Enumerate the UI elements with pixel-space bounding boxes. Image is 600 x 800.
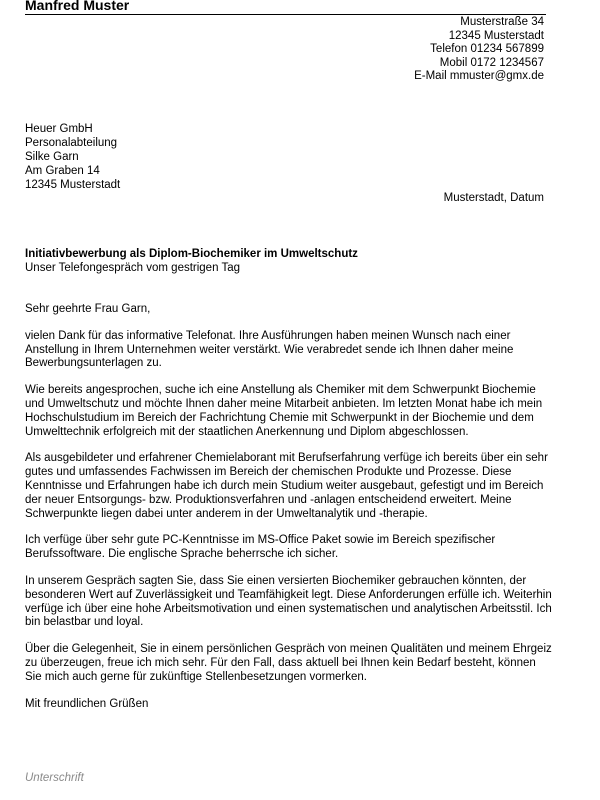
recipient-street: Am Graben 14 (25, 165, 100, 177)
body-paragraph: Wie bereits angesprochen, suche ich eine Anstellung als Chemiker mit dem Schwerpunkt Biochemie und Umweltschutz und möchte Ihnen daher meine Mitarbeit anbieten. Im letzten Monat habe ich mein Hochschulstudium im Bereich der Fachrichtung Chemie mit Schwerpunkt in der Biochemie und dem Umwelttechnik erfolgreich mit der staatlichen Anerkennung und Diplom abgeschlossen. (25, 384, 543, 438)
recipient-address (25, 122, 120, 192)
sender-phone: Telefon 01234 567899 (430, 43, 544, 55)
recipient-contact: Silke Garn (25, 151, 79, 163)
subject-block (25, 247, 358, 275)
sender-name: Manfred Muster (25, 0, 130, 13)
subject-title: Initiativbewerbung als Diplom-Biochemiker im Umweltschutz (25, 248, 358, 260)
sender-mobile: Mobil 0172 1234567 (439, 56, 544, 69)
header-divider (25, 14, 546, 15)
recipient-department: Personalabteilung (25, 137, 118, 149)
subject-reference: Unser Telefongespräch vom gestrigen Tag (25, 262, 241, 274)
letter-body (25, 303, 555, 711)
recipient-city: 12345 Musterstadt (25, 179, 121, 191)
sender-city: 12345 Musterstadt (448, 29, 544, 42)
sender-street: Musterstraße 34 (460, 16, 544, 28)
recipient-company: Heuer GmbH (25, 123, 93, 135)
sender-address (414, 16, 544, 84)
sender-email: E-Mail mmuster@gmx.de (414, 70, 544, 82)
signature-placeholder: Unterschrift (25, 772, 84, 784)
body-paragraph: Über die Gelegenheit, Sie in einem persönlichen Gespräch von meinen Qualitäten und meinem Ehrgeiz zu überzeugen, freue ich mich sehr. Für den Fall, dass aktuell bei Ihnen kein Bedarf besteht, können Sie mich auch gerne für zukünftige Stellenbesetzungen vormerken. (25, 643, 552, 683)
salutation: Sehr geehrte Frau Garn, (25, 303, 151, 315)
place-date: Musterstadt, Datum (443, 192, 544, 204)
body-paragraph: Ich verfüge über sehr gute PC-Kenntnisse im MS-Office Paket sowie im Bereich spezifischer Berufssoftware. Die englische Sprache beherrsche ich sicher. (25, 534, 496, 561)
closing: Mit freundlichen Grüßen (25, 697, 149, 710)
body-paragraph: vielen Dank für das informative Telefonat. Ihre Ausführungen haben meinen Wunsch nach einer Anstellung in Ihrem Unternehmen weiter verstärkt. Wie verabredet sende ich Ihnen daher meine Bewerbungsunterlagen zu. (25, 329, 514, 370)
body-paragraph: In unserem Gespräch sagten Sie, dass Sie einen versierten Biochemiker gebrauchen könnten, der besonderen Wert auf Zuverlässigkeit und Teamfähigkeit legt. Diese Anforderungen erfülle ich. Weiterhin verfüge ich über eine hohe Arbeitsmotivation und einen systematischen und analytischen Arbeitsstil. Ich bin belastbar und loyal. (25, 574, 552, 629)
body-paragraph: Als ausgebildeter und erfahrener Chemielaborant mit Berufserfahrung verfüge ich bereits über ein sehr gutes und umfassendes Fachwissen im Bereich der chemischen Produkte und Prozesse. Diese Kenntnisse und Erfahrungen habe ich durch mein Studium weiter ausgebaut, gefestigt und im Bereich der neuer Entsorgungs- bzw. Produktionsverfahren und -anlagen entscheidend erweitert. Meine Schwerpunkte liegen dabei unter anderem in der Umweltanalytik und -therapie. (25, 452, 548, 520)
